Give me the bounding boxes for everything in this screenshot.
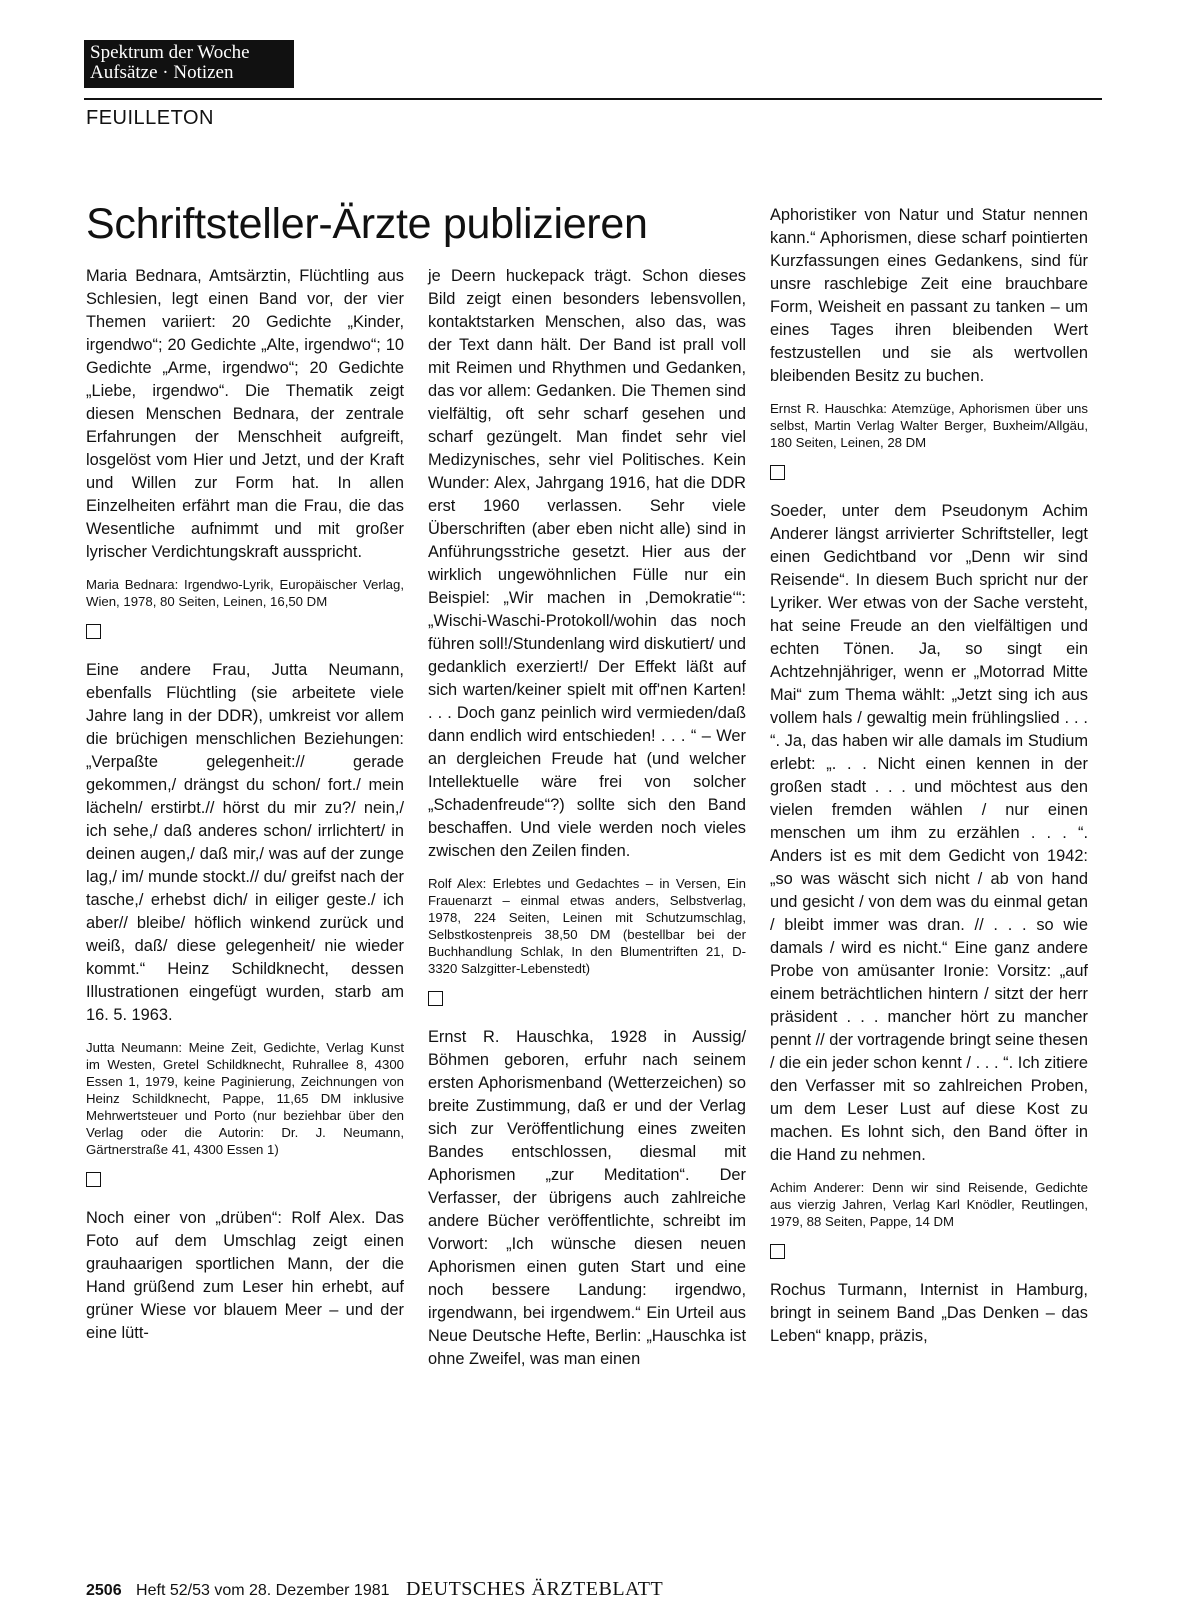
section-separator-box [770, 1244, 785, 1259]
book-reference: Rolf Alex: Erlebtes und Gedachtes – in Versen, Ein Frauenarzt – einmal etwas anders, Selbstverlag, 1978, 224 Seiten, Leinen mit Schutzumschlag, Selbstkostenpreis 38,50 DM (bestellbar bei der Buchhandlung Schlak, In den Blumentriften 21, D-3320 Salzgitter-Lebenstedt) [428, 876, 746, 976]
book-reference: Maria Bednara: Irgendwo-Lyrik, Europäischer Verlag, Wien, 1978, 80 Seiten, Leinen, 16,50 DM [86, 577, 404, 609]
issue-info: Heft 52/53 vom 28. Dezember 1981 [136, 1582, 390, 1599]
body-paragraph: je Deern huckepack trägt. Schon dieses Bild zeigt einen besonders lebensvollen, kontaktstarken Menschen, also das, was der Text dann hält. Der Band ist prall voll mit Reimen und Rhythmen und Gedanken, das vor allem: Gedanken. Die Themen sind vielfältig, oft sehr scharf gesehen und scharf gezüngelt. Man findet sehr viel Medizynisches, sehr viel Politisches. Kein Wunder: Alex, Jahrgang 1916, hat die DDR erst 1960 verlassen. Sehr viele Überschriften (aber eben nicht alle) sind in Anführungsstriche gesetzt. Hier aus der wirklich ungewöhnlichen Fülle nur ein Beispiel: „Wir machen in ‚Demokratie‘“: „Wischi-Waschi-Protokoll/wohin das noch führen soll!/Stundenlang wird diskutiert/ und gedanklich exerziert!/ Der Effekt läßt auf sich warten/keiner spielt mit off'nen Karten! . . . Doch ganz peinlich wird vermieden/daß dann endlich wird entschieden! . . . “ – Wer an dergleichen Freude hat (und welcher Intellektuelle wäre frei von solcher „Schadenfreude“?) sollte sich den Band beschaffen. Und viele werden noch vieles zwischen den Zeilen finden. [428, 267, 746, 860]
section-separator-box [86, 1172, 101, 1187]
body-paragraph: Rochus Turmann, Internist in Hamburg, bringt in seinem Band „Das Denken – das Leben“ knapp, präzis, [770, 1281, 1088, 1345]
page-number: 2506 [86, 1582, 122, 1599]
journal-name: DEUTSCHES ÄRZTEBLATT [405, 1578, 664, 1600]
page-footer [86, 1578, 1102, 1602]
section-header-box [84, 40, 294, 88]
book-reference: Jutta Neumann: Meine Zeit, Gedichte, Verlag Kunst im Westen, Gretel Schildknecht, Ruhrallee 8, 4300 Essen 1, 1979, keine Paginierung, Zeichnungen von Heinz Schildknecht, Pappe, 11,65 DM inklusive Mehrwertsteuer und Porto (nur beziehbar über den Verlag oder die Autorin: Dr. J. Neumann, Gärtnerstraße 41, 4300 Essen 1) [86, 1040, 404, 1157]
header-line-1: Spektrum der Woche [90, 42, 250, 63]
section-separator-box [770, 465, 785, 480]
column-1 [86, 265, 404, 1357]
book-reference: Ernst R. Hauschka: Atemzüge, Aphorismen über uns selbst, Martin Verlag Walter Berger, Buxheim/Allgäu, 180 Seiten, Leinen, 28 DM [770, 401, 1088, 450]
body-paragraph: Noch einer von „drüben“: Rolf Alex. Das Foto auf dem Umschlag zeigt einen grauhaarigen sportlichen Mann, der die Hand grüßend zum Leser hin erhebt, auf grüner Wiese vor blauem Meer – und der eine lütt- [86, 1209, 404, 1342]
article-headline: Schriftsteller-Ärzte publizieren [86, 200, 648, 248]
section-separator-box [86, 624, 101, 639]
body-paragraph: Soeder, unter dem Pseudonym Achim Anderer längst arrivierter Schriftsteller, legt einen Gedichtband vor „Denn wir sind Reisende“. In diesem Buch spricht nur der Lyriker. Wer etwas von der Sache versteht, hat seine Freude an den vielfältigen und echten Tönen. Ja, so singt ein Achtzehnjähriger, wenn er „Motorrad Mitte Mai“ zum Thema wählt: „Jetzt sing ich aus vollem hals / gewaltig mein frühlingslied . . . “. Ja, das haben wir alle damals im Studium erlebt: „. . . Nicht einen kennen in der großen stadt . . . und möchtest aus den vielen fremden wählen / nur einen menschen um ihm zu erzählen . . . “. Anders ist es mit dem Gedicht von 1942: „so was wäscht sich nicht / ab von hand und gesicht / von dem was du einmal getan / bleibt immer was dran. // . . . so wie damals / wird es nicht.“ Eine ganz andere Probe von amüsanter Ironie: Vorsitz: „auf einem beträchtlichen hintern / sitzt der herr präsident . . . mancher hört zu mancher pennt // der vortragende bringt seine thesen / die ein jeder schon kennt / . . . “. Ich zitiere den Verfasser mit so zahlreichen Proben, um dem Leser Lust auf diese Kost zu machen. Es lohnt sich, den Band öfter in die Hand zu nehmen. [770, 502, 1089, 1164]
header-line-2: Aufsätze · Notizen [90, 62, 234, 83]
column-2 [428, 265, 746, 1383]
body-paragraph: Eine andere Frau, Jutta Neumann, ebenfalls Flüchtling (sie arbeitete viele Jahre lang in der DDR), umkreist vor allem die brüchigen menschlichen Beziehungen: „Verpaßte gelegenheit:// gerade gekommen,/ drängst du schon/ fort./ mein lächeln/ erstirbt.// hörst du mir zu?/ nein,/ ich sehe,/ daß anderes schon/ irrlichtert/ in deinen augen,/ daß mir,/ was auf der zunge lag,/ im/ munde stockt.// du/ greifst nach der tasche,/ erhebst dich/ in eiliger geste./ ich aber// bleibe/ höflich winkend zurück und weiß, daß/ diese gelegenheit/ nie wieder kommt.“ Heinz Schildknecht, dessen Illustrationen eingefügt wurden, starb am 16. 5. 1963. [86, 661, 404, 1024]
column-3 [770, 204, 1088, 1360]
body-paragraph: Ernst R. Hauschka, 1928 in Aussig/ Böhmen geboren, erfuhr nach seinem ersten Aphorismenband (Wetterzeichen) so breite Zustimmung, daß er und der Verlag sich zur Veröffentlichung eines zweiten Bandes entschlossen, diesmal mit Aphorismen „zur Meditation“. Der Verfasser, der übrigens auch zahlreiche andere Bücher veröffentlichte, schreibt im Vorwort: „Ich wünsche diesen neuen Aphorismen einen guten Start und eine noch bessere Landung: irgendwo, irgendwann, bei irgendwem.“ Ein Urteil aus Neue Deutsche Hefte, Berlin: „Hauschka ist ohne Zweifel, was man einen [428, 1028, 746, 1368]
header-rule [84, 98, 1102, 100]
section-separator-box [428, 991, 443, 1006]
body-paragraph: Maria Bednara, Amtsärztin, Flüchtling aus Schlesien, legt einen Band vor, der vier Themen variiert: 20 Gedichte „Kinder, irgendwo“; 20 Gedichte „Alte, irgendwo“; 10 Gedichte „Arme, irgendwo“; 20 Gedichte „Liebe, irgendwo“. Die Thematik zeigt diesen Menschen Bednara, der zentrale Erfahrungen der Menschheit aufgreift, losgelöst vom Hier und Jetzt, und der Kraft und Willen zur Form hat. In allen Einzelheiten erfährt man die Frau, die das Wesentliche aufnimmt und mit großer lyrischer Verdichtungskraft ausspricht. [86, 267, 404, 561]
book-reference: Achim Anderer: Denn wir sind Reisende, Gedichte aus vierzig Jahren, Verlag Karl Knödler, Reutlingen, 1979, 88 Seiten, Pappe, 14 DM [770, 1180, 1088, 1229]
section-label: FEUILLETON [86, 107, 214, 129]
body-paragraph: Aphoristiker von Natur und Statur nennen kann.“ Aphorismen, diese scharf pointierten Kurzfassungen eines Gedankens, sind für unsre raschlebige Zeit eine brauchbare Form, Weisheit en passant zu tanken – um eines Tages ihren bleibenden Wert festzustellen und sie als wertvollen bleibenden Besitz zu buchen. [770, 206, 1088, 385]
